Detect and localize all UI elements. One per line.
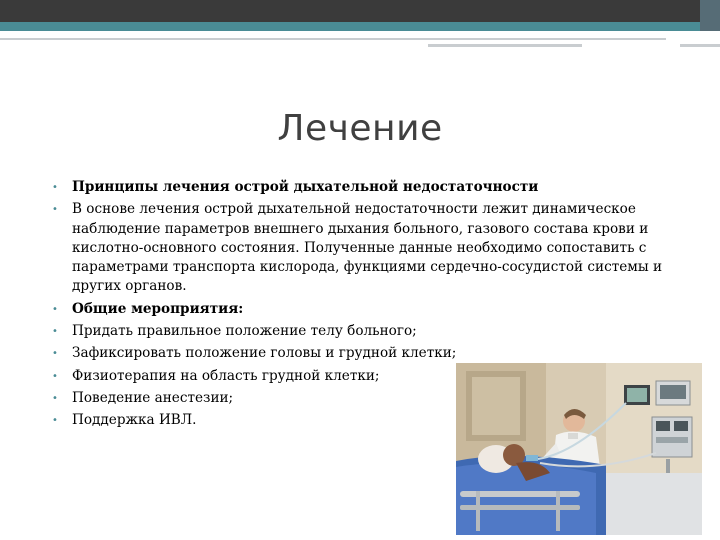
header-rule-short: [428, 44, 582, 47]
list-item-text: Зафиксировать положение головы и грудной клетки;: [72, 345, 457, 362]
list-item: [52, 344, 672, 363]
list-item-text: Общие мероприятия:: [72, 300, 244, 317]
bullet-icon: •: [52, 326, 58, 338]
header-rule-right: [680, 44, 720, 47]
list-item: [52, 322, 672, 341]
header-rule: [0, 38, 666, 40]
list-item-text: Поведение анестезии;: [72, 389, 234, 406]
list-item-text: Физиотерапия на область грудной клетки;: [72, 367, 380, 384]
bullet-icon: •: [52, 303, 58, 315]
list-item-text: Принципы лечения острой дыхательной недостаточности: [72, 179, 539, 195]
list-item: [52, 300, 672, 319]
bullet-icon: •: [52, 370, 58, 382]
list-item-text: Придать правильное положение телу больного;: [72, 323, 417, 340]
list-item-text: Поддержка ИВЛ.: [72, 412, 197, 429]
header-accent-bar: [0, 22, 720, 31]
bullet-icon: •: [52, 415, 58, 427]
list-item: [52, 200, 672, 296]
list-item-text: В основе лечения острой дыхательной недостаточности лежит динамическое наблюдение параметров внешнего дыхания больного, газового состава крови и кислотно-основного состояния. Полученные данные необходимо сопоставить с параметрами транспорта кислорода, функциями сердечно-сосудистой системы и других органов.: [72, 201, 663, 295]
slide-title: Лечение: [277, 108, 443, 149]
hospital-bed-photo: [456, 363, 702, 535]
list-item: [52, 178, 672, 197]
bullet-icon: •: [52, 392, 58, 404]
bullet-icon: •: [52, 348, 58, 360]
bullet-icon: •: [52, 204, 58, 216]
header-corner-block: [700, 0, 720, 31]
bullet-icon: •: [52, 182, 58, 193]
header-dark-bar: [0, 0, 720, 22]
